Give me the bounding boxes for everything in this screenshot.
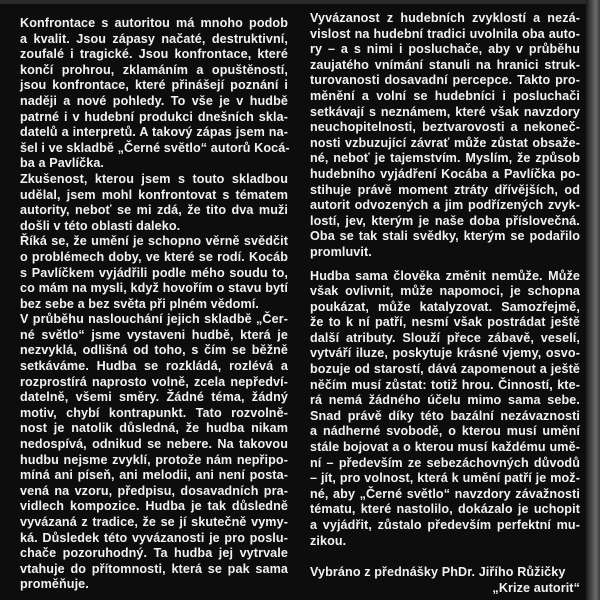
- text-line: vená na vzoru, předpisu, dosavadních pra-: [20, 483, 288, 498]
- text-line: autority, neboť se mi zdá, že tito dva muži: [20, 203, 288, 218]
- text-line: a nádherné svobodě, o kterou musí umění: [310, 424, 580, 439]
- text-line: nedospívá, odnikud se nebere. Na takovou: [20, 437, 288, 452]
- text-line: vtahuje do přítomnosti, která se pak sama: [20, 561, 288, 576]
- text-line: né, neboť je tajemstvím. Myslím, že způsob: [310, 151, 580, 166]
- paragraph: [20, 234, 288, 312]
- text-line: promluvit.: [310, 244, 372, 259]
- text-line: Oba se tak stali svědky, kterým se podařilo: [310, 229, 580, 244]
- text-line: datelů a interpretů. A takový zápas jsem na-: [20, 125, 288, 140]
- text-line: vytváří iluze, poskytuje krásné vjemy, osvo-: [310, 346, 580, 361]
- scan-top-edge: [0, 0, 600, 4]
- text-line: stále bojovat a o kterou musí každému umě-: [310, 440, 580, 455]
- text-line: Vyvázanost z hudebních zvyklostí a nezá-: [310, 11, 580, 25]
- text-line: co mám na mysli, když hovořím o stavu bytí: [20, 281, 288, 296]
- text-line: setkávají s neznámem, které však navzdory: [310, 104, 580, 119]
- text-line: míná ani píseň, ani melodii, ani není posta-: [20, 468, 288, 483]
- text-line: – jít, pro volnost, která k umění patří je mož-: [310, 471, 580, 486]
- text-line: a kvalit. Jsou zápasy načaté, destruktivní,: [20, 31, 288, 46]
- text-line: ní – především ze sebezáchovných důvodů: [310, 455, 580, 470]
- text-line: s Pavlíčkem vyjádřili podle mého soudu to,: [20, 265, 288, 280]
- text-line: hudbu nejsme zvyklí, protože nám nepřipo-: [20, 452, 288, 467]
- text-line: vidlech kompozice. Hudba je tak důsledně: [20, 499, 288, 514]
- text-line: stihuje právě moment ztráty dřívějších, od: [310, 182, 580, 197]
- attribution-title: „Krize autorit“: [492, 580, 580, 595]
- text-line: rozprostírá naprosto volně, zcela nepředví-: [20, 374, 288, 389]
- text-line: datelně, všemi směry. Žádné téma, žádný: [20, 390, 288, 405]
- text-line: ba a Pavlíčka.: [20, 156, 105, 171]
- text-line: a vyjádřit, zůstalo především perfektní mu-: [310, 518, 580, 532]
- text-line: vyvázaná z tradice, že se jí skutečně vymy-: [20, 515, 288, 529]
- text-line: patrné i v hudební produkci dnešních skla-: [20, 109, 288, 124]
- text-line: nezvyklá, odlišná od toho, s čím se běžně: [20, 343, 288, 358]
- text-line: bozuje od starostí, dává zapomenout a ještě: [310, 362, 580, 377]
- text-line: vislost na hudební tradici uvolnila oba auto-: [310, 26, 580, 41]
- text-line: Říká se, že umění je schopno věrně svědčit: [20, 234, 288, 249]
- text-line: hudebního vyjádření Kocába a Pavlíčka po-: [310, 166, 580, 181]
- left-column: [20, 16, 288, 593]
- text-line: Snad právě díky této bazální nezávaznosti: [310, 408, 580, 423]
- text-line: poukázat, může katalyzovat. Samozřejmě,: [310, 299, 580, 314]
- scan-right-edge: [586, 0, 600, 600]
- text-line: neuchopitelnosti, beztvarovosti a nekoneč-: [310, 120, 580, 135]
- text-line: zaujatého vnímání stanuli na hranici struk-: [310, 57, 580, 72]
- text-line: Konfrontace s autoritou má mnoho podob: [20, 16, 288, 30]
- text-line: šel i ve skladbě „Černé světlo“ autorů Kocá-: [20, 140, 290, 155]
- text-line: tématu, které nastolilo, dokázalo je uchopit: [310, 502, 580, 517]
- right-column: [310, 11, 580, 596]
- text-line: autorit odvozených a jim podřízených zvyk-: [310, 198, 580, 213]
- text-line: udělal, jsem mohl konfrontovat s tématem: [20, 187, 288, 202]
- text-line: nost je natolik důsledná, že hudba nikam: [20, 421, 288, 436]
- paragraph: [20, 172, 288, 234]
- paragraph: [20, 312, 288, 593]
- text-line: další atributy. Slouží přece zábavě, veselí,: [310, 330, 580, 345]
- text-line: zikou.: [310, 533, 347, 548]
- text-line: zoufalé i tragické. Jsou konfrontace, které: [20, 47, 288, 62]
- text-line: bez sebe a bez světa při plném vědomí.: [20, 296, 259, 311]
- text-line: Zkušenost, kterou jsem s touto skladbou: [20, 171, 288, 186]
- text-line: chače pozoruhodný. Ta hudba jej vytrvale: [20, 546, 288, 561]
- text-line: že to k ní patří, nesmí však postrádat ještě: [310, 315, 580, 330]
- attribution: [310, 565, 580, 596]
- text-line: ká. Důsledek této vyvázanosti je pro poslu-: [20, 530, 288, 545]
- text-line: né světlo“ jsme vystaveni hudbě, která je: [20, 327, 288, 342]
- text-line: však ovlivnit, může napomoci, je schopna: [310, 284, 580, 299]
- text-line: o problémech doby, ve které se rodí. Kocáb: [20, 249, 288, 264]
- text-line: jsou konfrontace, které přinášejí poznání i: [20, 78, 288, 93]
- text-line: Hudba sama člověka změnit nemůže. Může: [310, 268, 580, 283]
- attribution-source: Vybráno z přednášky PhDr. Jiřího Růžičky: [310, 565, 566, 580]
- text-line: né, aby „Černé světlo“ navzdory závažnosti: [310, 486, 580, 501]
- text-line: proměňuje.: [20, 577, 89, 592]
- paragraph: [310, 269, 580, 550]
- paragraph-gap: [310, 261, 580, 269]
- text-line: nosti vzbuzující závrať může zůstat obsaže-: [310, 135, 580, 150]
- text-line: rá nemá žádného účelu mimo sama sebe.: [310, 393, 580, 408]
- text-line: měnění a volní se hudebníci i posluchači: [310, 88, 580, 103]
- paragraph: [20, 16, 288, 172]
- text-line: ry – a s nimi i posluchače, aby v průběhu: [310, 42, 580, 57]
- text-line: došli v této oblasti daleko.: [20, 218, 181, 233]
- paragraph-gap: [310, 549, 580, 565]
- text-line: něčím musí zůstat: totiž hrou. Činností, kte-: [310, 377, 580, 392]
- text-line: končí prohrou, zklamáním a opuštěností,: [20, 62, 288, 77]
- text-line: V průběhu naslouchání jejich skladbě „Čer-: [20, 312, 288, 327]
- text-line: motiv, chybí kontrapunkt. Tato rozvolně-: [20, 405, 288, 420]
- text-line: naději a nové pohledy. To vše je v hudbě: [20, 93, 288, 108]
- paragraph: [310, 11, 580, 261]
- text-line: turovanosti dosavadní percepce. Takto pro-: [310, 73, 580, 88]
- text-line: setkáváme. Hudba se rozkládá, rozlévá a: [20, 359, 288, 374]
- text-line: lostí, jev, kterým je naše doba příslovečná.: [310, 213, 580, 228]
